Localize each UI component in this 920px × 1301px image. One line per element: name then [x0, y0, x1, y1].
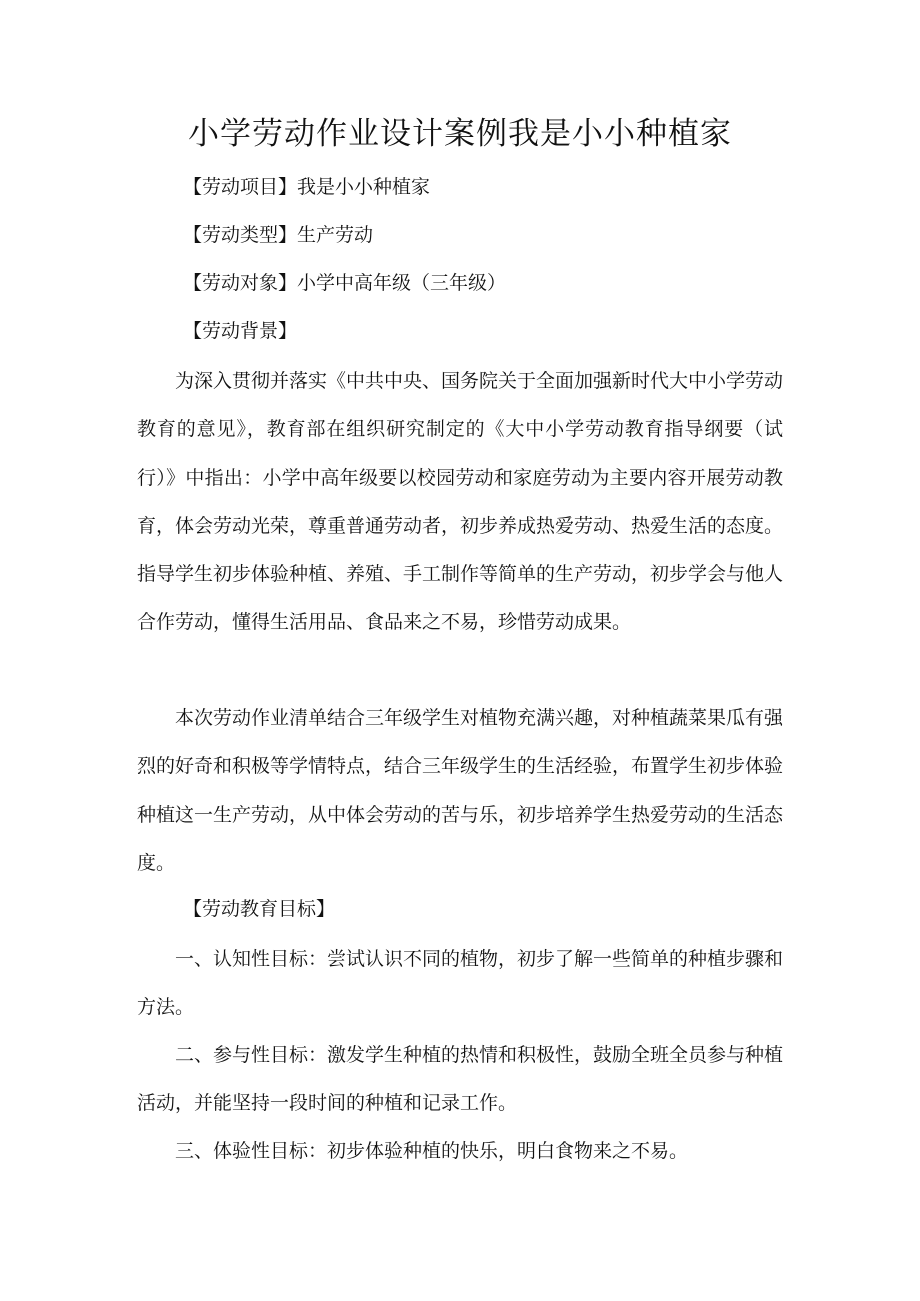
goal-item: 三、体验性目标：初步体验种植的快乐，明白食物来之不易。 — [175, 1140, 689, 1162]
goal-item: 二、参与性目标：激发学生种植的热情和积极性，鼓励全班全员参与种植活动，并能坚持一段时间的种植和记录工作。 — [137, 1044, 784, 1115]
page-title: 小学劳动作业设计案例我是小小种植家 — [188, 116, 732, 152]
goals-heading: 【劳动教育目标】 — [183, 898, 336, 920]
background-heading: 【劳动背景】 — [183, 320, 298, 342]
labor-project: 【劳动项目】我是小小种植家 — [183, 176, 431, 198]
goal-item: 一、认知性目标：尝试认识不同的植物，初步了解一些简单的种植步骤和方法。 — [137, 948, 784, 1019]
background-paragraph: 本次劳动作业清单结合三年级学生对植物充满兴趣，对种植蔬菜果瓜有强烈的好奇和积极等学情特点，结合三年级学生的生活经验，布置学生初步体验种植这一生产劳动，从中体会劳动的苦与乐，初步培养学生热爱劳动的生活态度。 — [137, 707, 784, 874]
background-paragraph: 为深入贯彻并落实《中共中央、国务院关于全面加强新时代大中小学劳动教育的意见》，教育部在组织研究制定的《大中小学劳动教育指导纲要（试行）》中指出：小学中高年级要以校园劳动和家庭劳动为主要内容开展劳动教育，体会劳动光荣，尊重普通劳动者，初步养成热爱劳动、热爱生活的态度。指导学生初步体验种植、养殖、手工制作等简单的生产劳动，初步学会与他人合作劳动，懂得生活用品、食品来之不易，珍惜劳动成果。 — [137, 370, 784, 634]
labor-type: 【劳动类型】生产劳动 — [183, 224, 374, 246]
labor-target: 【劳动对象】小学中高年级（三年级） — [183, 272, 507, 294]
